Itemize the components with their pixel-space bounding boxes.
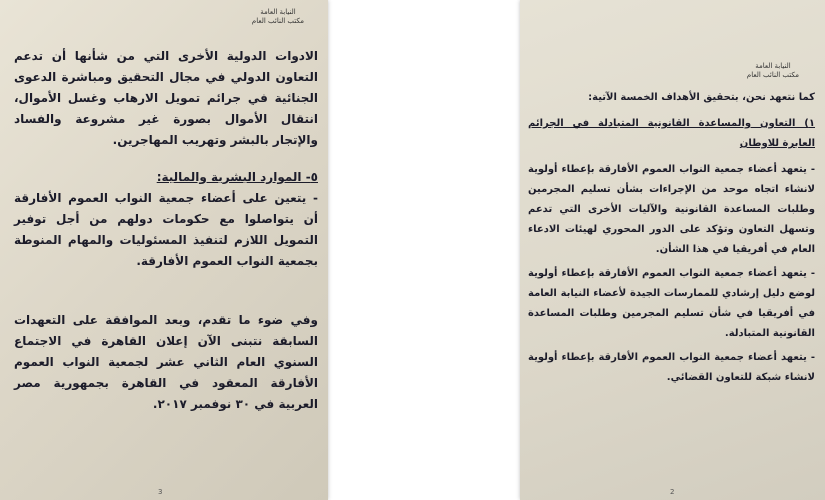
right-bullet-3: - يتعهد أعضاء جمعية النواب العموم الأفارقة بإعطاء أولوية لانشاء شبكة للتعاون القضائي. [528, 352, 815, 383]
left-section-heading: ٥- الموارد البشرية والمالية: [156, 170, 318, 184]
left-paragraph-1: الادوات الدولية الأخرى التي من شأنها أن تدعم التعاون الدولي في مجال التحقيق ومباشرة الدعوى الجنائية في جرائم تمويل الارهاب وغسل الأموال، انتقال الأموال بصورة غير مشروعة والفساد والإتجار بالبشر وتهريب المهاجرين. [14, 49, 318, 147]
header-line-1: النيابة العامة [260, 8, 296, 16]
left-page-number: 3 [158, 488, 163, 496]
right-page-content [520, 88, 825, 388]
right-document-page [520, 0, 825, 500]
right-bullet-1: - يتعهد أعضاء جمعية النواب العموم الأفارقة بإعطاء أولوية لانشاء اتجاه موحد من الإجراءات بشأن تسليم المجرمين وطلبات المساعدة القانونية والآليات الأخرى التي تدعم وتسهل التعاون وتؤكد على الدور المحوري لهيئات الادعاء العام في أفريقيا في هذا الشأن. [528, 164, 815, 255]
header-line-2: مكتب النائب العام [251, 17, 304, 25]
right-page-number: 2 [670, 488, 675, 496]
right-bullet-2: - يتعهد أعضاء جمعية النواب العموم الأفارقة بإعطاء أولوية لوضع دليل إرشادي للممارسات الجيدة لأعضاء النيابة العامة في أفريقيا في شأن تسليم المجرمين وطلبات المساعدة القانونية المتبادلة. [528, 268, 815, 339]
right-page-header [747, 62, 799, 80]
left-document-page [0, 0, 328, 500]
left-paragraph-3: وفي ضوء ما تقدم، وبعد الموافقة على التعهدات السابقة نتبنى الآن إعلان القاهرة في الاجتماع السنوي العام الثاني عشر لجمعية النواب العموم الأفارقة المعقود في القاهرة بجمهورية مصر العربية في ٣٠ نوفمبر ٢٠١٧. [14, 313, 318, 411]
left-paragraph-2: - يتعين على أعضاء جمعية النواب العموم الأفارقة أن يتواصلوا مع حكومات دولهم من أجل توفير التمويل اللازم لتنفيذ المسئوليات والمهام المنوطة بجمعية النواب العموم الأفارقة. [14, 191, 318, 268]
right-intro: كما نتعهد نحن، بتحقيق الأهداف الخمسة الآتية: [588, 92, 815, 103]
header-line-1: النيابة العامة [755, 62, 791, 70]
right-section-heading: ١) التعاون والمساعدة القانونية المتبادلة في الجرائم العابرة للاوطان [528, 118, 815, 149]
left-page-content [0, 46, 328, 415]
header-line-2: مكتب النائب العام [746, 71, 799, 79]
left-page-header [252, 8, 304, 26]
